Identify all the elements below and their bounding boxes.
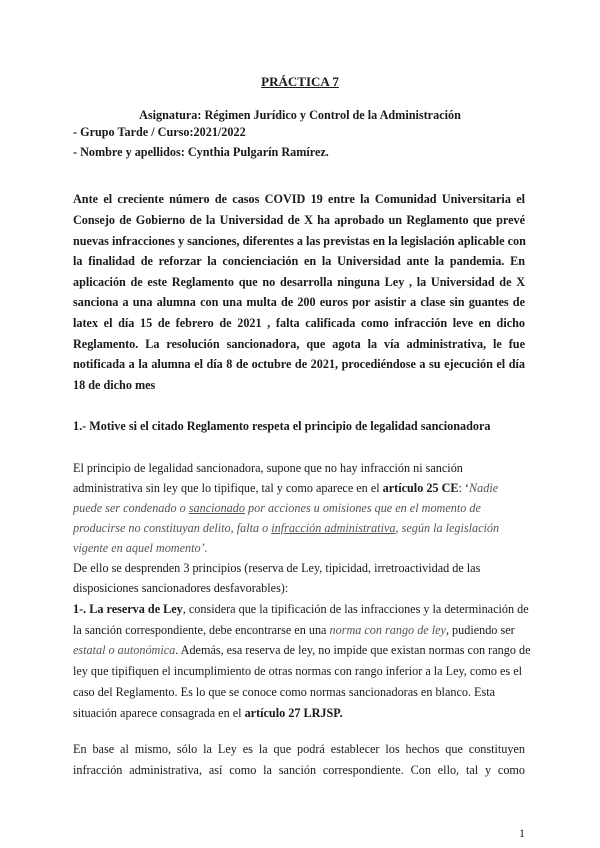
- quote-line: producirse no constituyan delito, falta o infracción administrativa, según la legislación: [73, 521, 500, 535]
- case-line: notificada a la alumna el día 8 de octubre de 2021, procediéndose a su ejecución el día: [73, 357, 525, 371]
- page-number: 1: [519, 826, 525, 840]
- case-line: aplicación de este Reglamento que no desarrolla ninguna Ley , la Universidad de X: [73, 275, 525, 289]
- paragraph-line: administrativa sin ley que lo tipifique, tal y como aparece en el artículo 25 CE: ‘Nadie: [73, 481, 499, 495]
- article-27-ref: artículo 27 LRJSP.: [244, 706, 343, 720]
- paragraph-line: El principio de legalidad sancionadora, supone que no hay infracción ni sanción: [73, 461, 463, 475]
- case-line: nuevas infracciones y sanciones, diferentes a las previstas en la legislación aplicable con: [73, 234, 526, 248]
- case-line: 18 de dicho mes: [73, 378, 156, 392]
- case-line: Reglamento. La resolución sancionadora, que agota la vía administrativa, le fue: [73, 337, 525, 351]
- case-line: latex el día 15 de febrero de 2021 , falta calificada como infracción leve en dicho: [73, 316, 525, 330]
- paragraph-line: disposiciones sancionadores desfavorables):: [73, 581, 289, 595]
- paragraph-line: caso del Reglamento. Es lo que se conoce como normas sancionadoras en blanco. Esta: [73, 685, 496, 699]
- article-25-ref: artículo 25 CE: [382, 481, 459, 495]
- paragraph-line: la sanción correspondiente, debe encontrarse en una norma con rango de ley, pudiendo ser: [73, 623, 515, 637]
- group-line: - Grupo Tarde / Curso:2021/2022: [73, 125, 246, 139]
- subject-line: Asignatura: Régimen Jurídico y Control de la Administración: [139, 108, 461, 122]
- paragraph-line: De ello se desprenden 3 principios (reserva de Ley, tipicidad, irretroactividad de las: [73, 561, 481, 575]
- case-line: la finalidad de reforzar la concienciación en la Universidad ante la pandemia. En: [73, 254, 525, 268]
- case-line: sanciona a una alumna con una multa de 200 euros por asistir a clase sin guantes de: [73, 295, 525, 309]
- document-title: PRÁCTICA 7: [261, 74, 339, 89]
- student-name-line: - Nombre y apellidos: Cynthia Pulgarín Ramírez.: [73, 145, 329, 159]
- case-line: Consejo de Gobierno de la Universidad de X ha aprobado un Reglamento que prevé: [73, 213, 525, 227]
- quote-line: puede ser condenado o sancionado por acciones u omisiones que en el momento de: [73, 501, 481, 515]
- paragraph-line: situación aparece consagrada en el artículo 27 LRJSP.: [73, 706, 343, 720]
- case-line: Ante el creciente número de casos COVID 19 entre la Comunidad Universitaria el: [73, 192, 525, 206]
- quote-line: vigente en aquel momento’.: [73, 541, 208, 555]
- paragraph-line: ley que tipifiquen el incumplimiento de otras normas con rango inferior a la Ley, como es el: [73, 664, 522, 678]
- question-heading: 1.- Motive si el citado Reglamento respeta el principio de legalidad sancionadora: [73, 419, 491, 433]
- paragraph-line: estatal o autonómica. Además, esa reserva de ley, no impide que existan normas con rango de: [73, 643, 531, 657]
- paragraph-line: En base al mismo, sólo la Ley es la que podrá establecer los hechos que constituyen: [73, 742, 525, 756]
- paragraph-line: infracción administrativa, así como la sanción correspondiente. Con ello, tal y como: [73, 763, 525, 777]
- paragraph-line: 1-. La reserva de Ley, considera que la tipificación de las infracciones y la determinación de: [73, 602, 529, 616]
